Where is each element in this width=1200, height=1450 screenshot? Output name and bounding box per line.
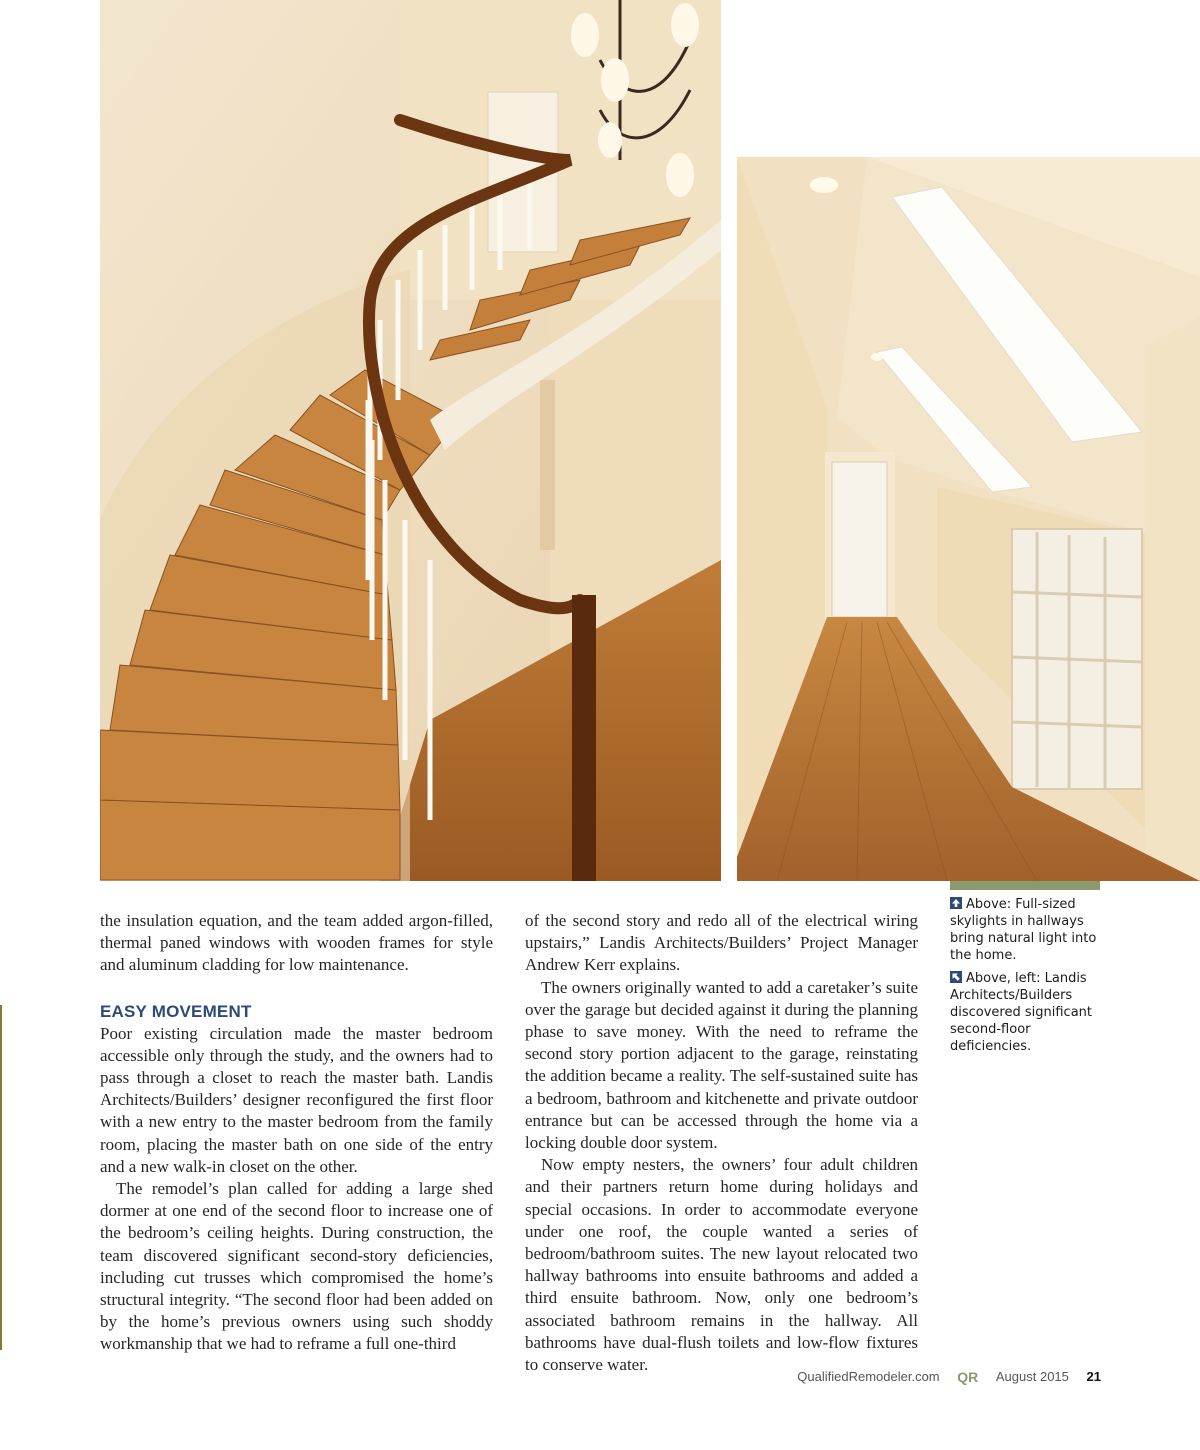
paragraph: Now empty nesters, the owners’ four adult children and their partners return home during holidays and special occasions. In order to accommodate everyone under one roof, the couple wanted a series of bedroom/bathroom suites. The new layout relocated two hallway bathrooms into ensuite bathrooms and added a third ensuite bathroom. Now, only one bedroom’s associated bathroom remains in the hallway. All bathrooms have dual-flush toilets and low-flow fixtures to conserve water.	[525, 1155, 918, 1375]
section-heading: EASY MOVEMENT	[100, 1001, 252, 1021]
footer-logo: QR	[957, 1368, 979, 1385]
page-number: 21	[1086, 1369, 1101, 1385]
arrow-up-icon	[950, 897, 962, 909]
article-column-2	[525, 910, 918, 1376]
paragraph-continued: the insulation equation, and the team added argon-filled, thermal paned windows with wooden frames for style and aluminum cladding for low maintenance.	[100, 911, 493, 975]
paragraph: Poor existing circulation made the master bedroom accessible only through the study, and the owners had to pass through a closet to reach the master bath. Landis Architects/Builders’ designer reconfigured the first floor with a new entry to the master bedroom from the family room, placing the master bath on one side of the entry and a new walk-in closet on the other.	[100, 1023, 493, 1176]
paragraph-continued: of the second story and redo all of the electrical wiring upstairs,” Landis Architects/Builders’ Project Manager Andrew Kerr explains.	[525, 911, 918, 975]
caption-text: Above: Full-sized skylights in hallways bring natural light into the home.	[950, 897, 1097, 963]
caption-text: Above, left: Landis Architects/Builders discovered significant second-floor deficiencies.	[950, 971, 1092, 1054]
footer-site: QualifiedRemodeler.com	[797, 1369, 940, 1385]
caption-above-left	[950, 970, 1102, 1055]
caption-rule	[950, 881, 1100, 890]
hallway-skylight-photo	[737, 157, 1200, 881]
paragraph: The owners originally wanted to add a caretaker’s suite over the garage but decided against it during the planning phase to save money. With the need to reframe the second story portion adjacent to the garage, reinstating the addition became a reality. The self-sustained suite has a bedroom, bathroom and kitchenette and private outdoor entrance but can be accessed through the home via a locking double door system.	[525, 977, 918, 1153]
article-column-1	[100, 910, 493, 1356]
staircase-photo	[100, 0, 721, 881]
page-edge-mark	[0, 1005, 2, 1350]
footer-issue: August 2015	[995, 1369, 1069, 1385]
paragraph: The remodel’s plan called for adding a large shed dormer at one end of the second floor to increase one of the bedroom’s ceiling heights. During construction, the team discovered significant second-story deficiencies, including cut trusses which compromised the home’s structural integrity. “The second floor had been added on by the home’s previous owners using such shoddy workmanship that we had to reframe a full one-third	[100, 1179, 493, 1354]
arrow-up-left-icon	[950, 971, 962, 983]
caption-above	[950, 896, 1102, 964]
photo-captions	[950, 881, 1102, 1055]
page-footer	[0, 1368, 1200, 1388]
